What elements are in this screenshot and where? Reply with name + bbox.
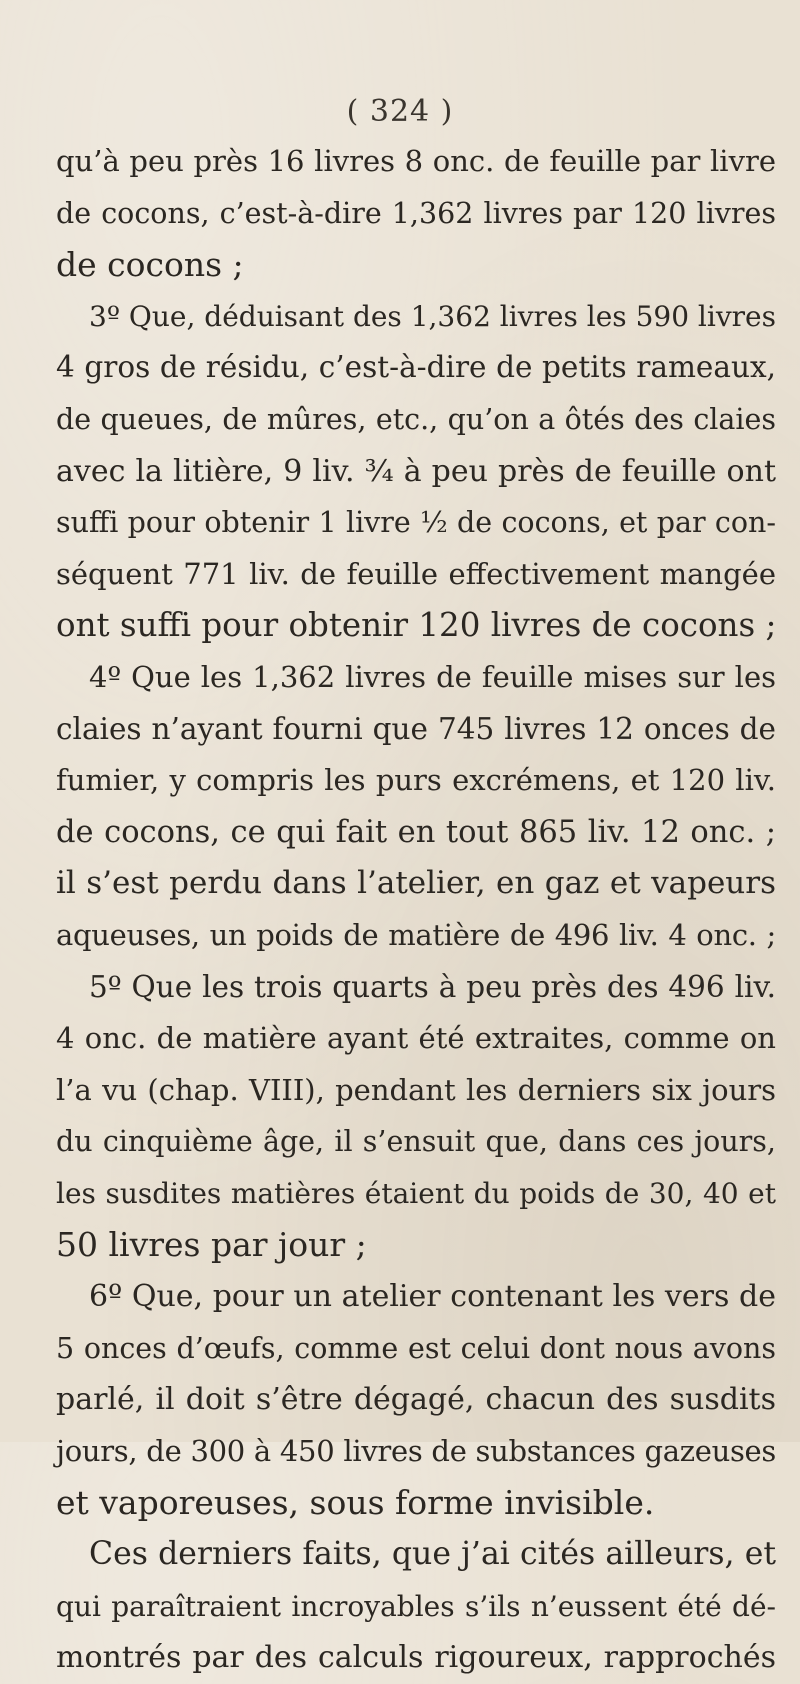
text-line: 5º Que les trois quarts à peu près des 496 liv. xyxy=(89,969,776,1004)
page-number: ( 324 ) xyxy=(346,94,454,129)
text-line: les susdites matières étaient du poids de 30, 40 et xyxy=(56,1176,776,1210)
text-line: suffi pour obtenir 1 livre ½ de cocons, et par con- xyxy=(56,506,776,540)
text-line: jours, de 300 à 450 livres de substances gazeuses xyxy=(56,1433,776,1468)
text-line: 50 livres par jour ; xyxy=(56,1225,367,1265)
text-line: montrés par des calculs rigoureux, rapprochés xyxy=(56,1640,776,1676)
text-line: qui paraîtraient incroyables s’ils n’eussent été dé- xyxy=(56,1589,776,1623)
text-line: Ces derniers faits, que j’ai cités ailleurs, et xyxy=(89,1536,776,1573)
text-line: aqueuses, un poids de matière de 496 liv. 4 onc. ; xyxy=(56,917,776,952)
text-line: du cinquième âge, il s’ensuit que, dans ces jours, xyxy=(56,1125,776,1159)
text-line: de cocons, c’est-à-dire 1,362 livres par 120 livres xyxy=(56,196,776,230)
body-text xyxy=(56,136,776,1684)
text-line: parlé, il doit s’être dégagé, chacun des susdits xyxy=(56,1382,776,1418)
text-line: 3º Que, déduisant des 1,362 livres les 590 livres xyxy=(89,299,776,333)
text-line: séquent 771 liv. de feuille effectivement mangée xyxy=(56,556,776,591)
text-line: 5 onces d’œufs, comme est celui dont nous avons xyxy=(56,1331,776,1365)
text-line: de cocons ; xyxy=(56,245,244,285)
text-line: ont suffi pour obtenir 120 livres de cocons ; xyxy=(56,606,777,645)
text-line: 4º Que les 1,362 livres de feuille mises sur les xyxy=(89,659,776,694)
text-line: 4 onc. de matière ayant été extraites, comme on xyxy=(56,1021,776,1056)
text-line: qu’à peu près 16 livres 8 onc. de feuille par livre xyxy=(56,144,776,178)
text-line: avec la litière, 9 liv. ¾ à peu près de feuille ont xyxy=(56,453,776,489)
text-line: claies n’ayant fourni que 745 livres 12 onces de xyxy=(56,711,776,746)
text-line: l’a vu (chap. VIII), pendant les derniers six jours xyxy=(56,1072,776,1107)
text-line: 6º Que, pour un atelier contenant les vers de xyxy=(89,1279,776,1315)
text-line: il s’est perdu dans l’atelier, en gaz et vapeurs xyxy=(56,865,776,902)
text-line: et vaporeuses, sous forme invisible. xyxy=(56,1483,655,1523)
text-line: de queues, de mûres, etc., qu’on a ôtés des claies xyxy=(56,402,776,436)
text-line: 4 gros de résidu, c’est-à-dire de petits rameaux, xyxy=(56,350,776,385)
text-line: fumier, y compris les purs excrémens, et 120 liv. xyxy=(56,763,776,798)
text-line: de cocons, ce qui fait en tout 865 liv. 12 onc. ; xyxy=(56,814,776,850)
